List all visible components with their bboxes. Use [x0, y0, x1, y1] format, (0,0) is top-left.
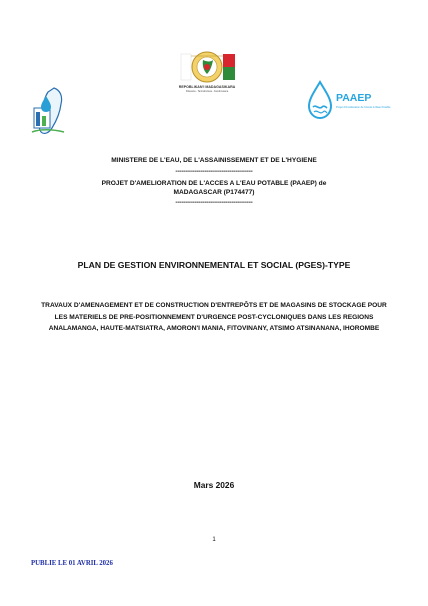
separator-line: ----------------------------------------: [175, 199, 253, 206]
page-number: 1: [212, 537, 216, 543]
publication-stamp: PUBLIE LE 01 AVRIL 2026: [31, 560, 113, 567]
paaep-logo-text: PAAEP: [336, 92, 372, 104]
coat-of-arms-motto: Fitiavana - Tanindrazana - Fandrosoana: [185, 89, 229, 93]
separator-line: ----------------------------------------: [175, 168, 253, 175]
water-drop-icon: [306, 80, 334, 120]
document-title: PLAN DE GESTION ENVIRONNEMENTAL ET SOCIAL (PGES)-TYPE: [77, 260, 351, 270]
coat-of-arms-logo: [163, 50, 251, 94]
ministry-logo: [30, 86, 70, 138]
paaep-logo: [306, 80, 406, 122]
document-date: Mars 2026: [193, 480, 235, 490]
coat-of-arms-emblem-icon: [163, 50, 251, 86]
works-description: TRAVAUX D'AMENAGEMENT ET DE CONSTRUCTION D'ENTREPÔTS ET DE MAGASINS DE STOCKAGE POUR LES MATERIELS DE PRE-POSITIONNEMENT D'URGENCE POST-CYCLONIQUES DANS LES REGIONS ANALAMANGA, HAUTE-MATSIATRA, AMORON'I MANIA, FITOVINANY, ATSIMO ATSINANANA, IHOROMBE: [41, 302, 387, 333]
project-heading: PROJET D'AMELIORATION DE L'ACCES A L'EAU POTABLE (PAAEP) de MADAGASCAR (P174477): [101, 180, 327, 196]
coat-of-arms-title: REPOBLIKAN'I MADAGASIKARA: [178, 85, 236, 89]
paaep-logo-subtitle: Projet d'Amélioration de l'Accès à l'Eau Potable: [336, 106, 391, 109]
ministry-heading: MINISTERE DE L'EAU, DE L'ASSAINISSEMENT ET DE L'HYGIENE: [111, 157, 317, 164]
madagascar-map-icon: [30, 86, 70, 138]
